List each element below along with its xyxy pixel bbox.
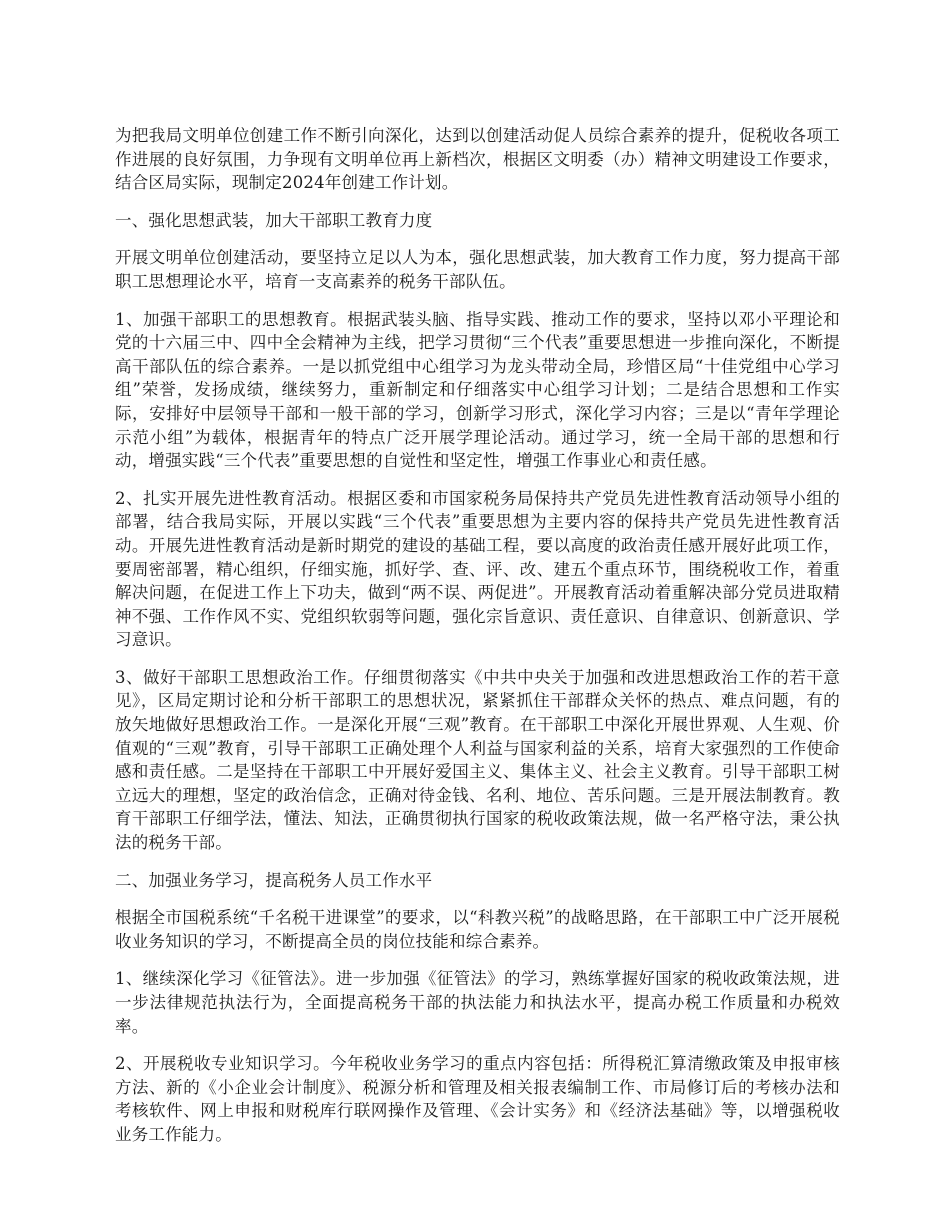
document-body [115,124,840,1161]
section-2-item-1-paragraph: 1、继续深化学习《征管法》。进一步加强《征管法》的学习，熟练掌握好国家的税收政策法规，进一步法律规范执法行为，全面提高税务干部的执法能力和执法水平，提高办税工作质量和办税效率。 [115,969,840,1036]
section-1-item-2-paragraph: 2、扎实开展先进性教育活动。根据区委和市国家税务局保持共产党员先进性教育活动领导小组的部署，结合我局实际，开展以实践“三个代表”重要思想为主要内容的保持共产党员先进性教育活动。开展先进性教育活动是新时期党的建设的基础工程，要以高度的政治责任感开展好此项工作，要周密部署，精心组织，仔细实施，抓好学、查、评、改、建五个重点环节，围绕税收工作，着重解决问题，在促进工作上下功夫，做到“两不误、两促进”。开展教育活动着重解决部分党员进取精神不强、工作作风不实、党组织软弱等问题，强化宗旨意识、责任意识、自律意识、创新意识、学习意识。 [115,488,840,650]
section-1-item-1-paragraph: 1、加强干部职工的思想教育。根据武装头脑、指导实践、推动工作的要求，坚持以邓小平理论和党的十六届三中、四中全会精神为主线，把学习贯彻“三个代表”重要思想进一步推向深化，不断提高干部队伍的综合素养。一是以抓党组中心组学习为龙头带动全局，珍惜区局“十佳党组中心学习组”荣誉，发扬成绩，继续努力，重新制定和仔细落实中心组学习计划；二是结合思想和工作实际，安排好中层领导干部和一般干部的学习，创新学习形式，深化学习内容；三是以“青年学理论示范小组”为载体，根据青年的特点广泛开展学理论活动。通过学习，统一全局干部的思想和行动，增强实践“三个代表”重要思想的自觉性和坚定性，增强工作事业心和责任感。 [115,309,840,471]
section-2-intro-paragraph: 根据全市国税系统“千名税干进课堂”的要求，以“科教兴税”的战略思路，在干部职工中广泛开展税收业务知识的学习，不断提高全员的岗位技能和综合素养。 [115,908,840,951]
section-2-item-2-paragraph: 2、开展税收专业知识学习。今年税收业务学习的重点内容包括：所得税汇算清缴政策及申报审核方法、新的《小企业会计制度》、税源分析和管理及相关报表编制工作、市局修订后的考核办法和考核软件、网上申报和财税库行联网操作及管理、《会计实务》和《经济法基础》等，以增强税收业务工作能力。 [115,1054,840,1144]
section-1-intro-paragraph: 开展文明单位创建活动，要坚持立足以人为本，强化思想武装，加大教育工作力度，努力提高干部职工思想理论水平，培育一支高素养的税务干部队伍。 [115,248,840,291]
intro-paragraph: 为把我局文明单位创建工作不断引向深化，达到以创建活动促人员综合素养的提升，促税收各项工作进展的良好氛围，力争现有文明单位再上新档次，根据区文明委（办）精神文明建设工作要求，结合区局实际，现制定2024年创建工作计划。 [115,126,840,193]
section-heading-2: 二、加强业务学习，提高税务人员工作水平 [115,870,433,890]
section-1-item-3-paragraph: 3、做好干部职工思想政治工作。仔细贯彻落实《中共中央关于加强和改进思想政治工作的若干意见》，区局定期讨论和分析干部职工的思想状况，紧紧抓住干部群众关怀的热点、难点问题，有的放矢地做好思想政治工作。一是深化开展“三观”教育。在干部职工中深化开展世界观、人生观、价值观的“三观”教育，引导干部职工正确处理个人利益与国家利益的关系，培育大家强烈的工作使命感和责任感。二是坚持在干部职工中开展好爱国主义、集体主义、社会主义教育。引导干部职工树立远大的理想，坚定的政治信念，正确对待金钱、名利、地位、苦乐问题。三是开展法制教育。教育干部职工仔细学法，懂法、知法，正确贯彻执行国家的税收政策法规，做一名严格守法，秉公执法的税务干部。 [115,667,840,853]
section-heading-1: 一、强化思想武装，加大干部职工教育力度 [115,210,433,230]
